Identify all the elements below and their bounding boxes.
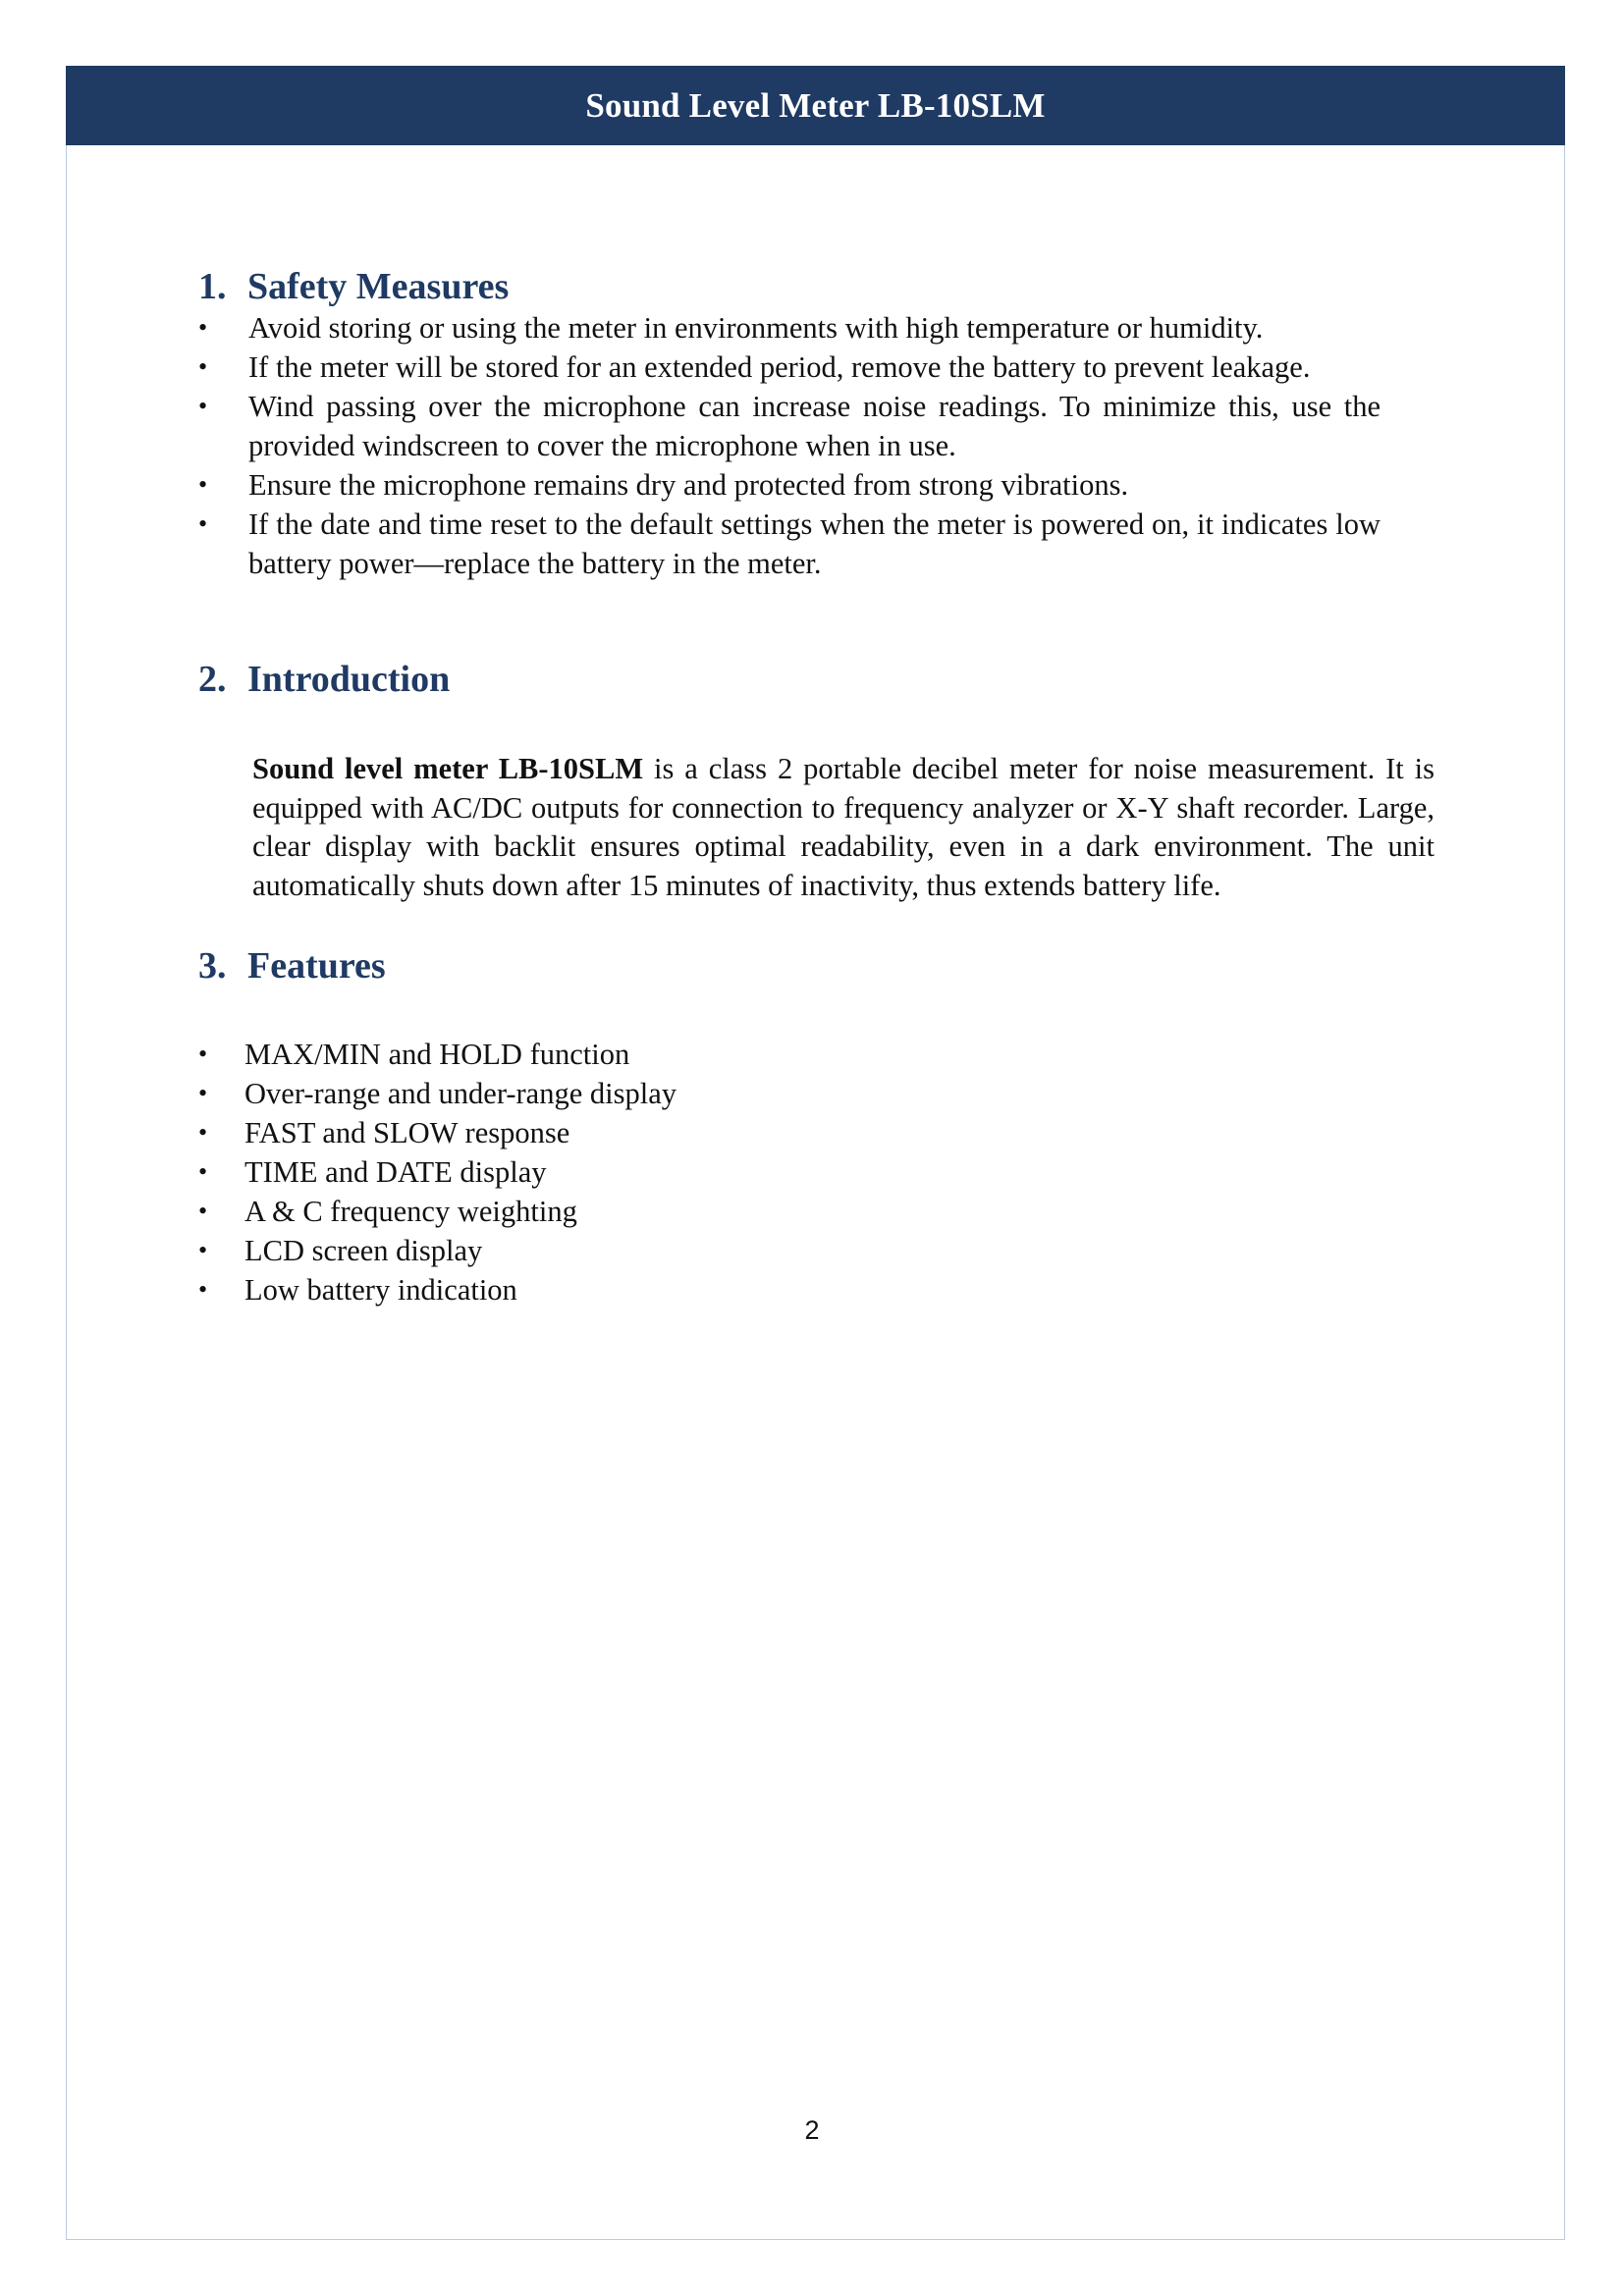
bullet-icon: • [198,1079,208,1107]
product-name: Sound level meter LB-10SLM [252,752,644,785]
bullet-icon: • [198,1197,208,1225]
introduction-paragraph [252,750,1435,905]
list-item: • Over-range and under-range display [198,1074,1434,1113]
list-item: • A & C frequency weighting [198,1192,1434,1231]
bullet-icon: • [198,392,208,420]
bullet-icon: • [198,1236,208,1264]
section-title: Features [247,945,386,987]
list-item: • If the date and time reset to the default settings when the meter is powered on, it indicates low battery power—replace the battery in the meter. [198,505,1380,583]
bullet-icon: • [198,470,208,499]
section-heading-introduction [198,658,1434,701]
bullet-icon: • [198,313,208,342]
introduction-text: is a class 2 portable decibel meter for noise measurement. It is equipped with AC/DC outputs for connection to frequency analyzer or X-Y shaft recorder. Large, clear display with backlit ensures optimal readability, even in a dark environment. The unit automatically shuts down after 15 minutes of inactivity, thus extends battery life. [252,752,1435,902]
bullet-icon: • [198,1040,208,1068]
list-item: • Avoid storing or using the meter in environments with high temperature or humidity. [198,308,1380,347]
section-heading-safety [198,265,1434,308]
list-item: • Low battery indication [198,1270,1434,1309]
list-item: • If the meter will be stored for an extended period, remove the battery to prevent leakage. [198,347,1380,387]
section-number: 3. [198,945,227,987]
section-title: Safety Measures [247,266,510,307]
section-number: 1. [198,266,227,307]
bullet-icon: • [198,1157,208,1186]
list-item: • FAST and SLOW response [198,1113,1434,1152]
document-body [198,265,1434,1309]
bullet-icon: • [198,1275,208,1304]
list-item: • MAX/MIN and HOLD function [198,1035,1434,1074]
document-title: Sound Level Meter LB-10SLM [585,85,1046,125]
list-item: • TIME and DATE display [198,1152,1434,1192]
list-item: • Wind passing over the microphone can increase noise readings. To minimize this, use the provided windscreen to cover the microphone when in use. [198,387,1380,465]
list-item: • LCD screen display [198,1231,1434,1270]
page-number: 2 [804,2115,820,2145]
document-header [66,66,1565,145]
list-item: • Ensure the microphone remains dry and protected from strong vibrations. [198,465,1380,505]
features-list [198,1035,1434,1309]
bullet-icon: • [198,352,208,381]
bullet-icon: • [198,1118,208,1147]
section-heading-features [198,944,1434,988]
section-number: 2. [198,659,227,700]
bullet-icon: • [198,509,208,538]
section-title: Introduction [247,659,451,700]
safety-list [198,308,1380,583]
